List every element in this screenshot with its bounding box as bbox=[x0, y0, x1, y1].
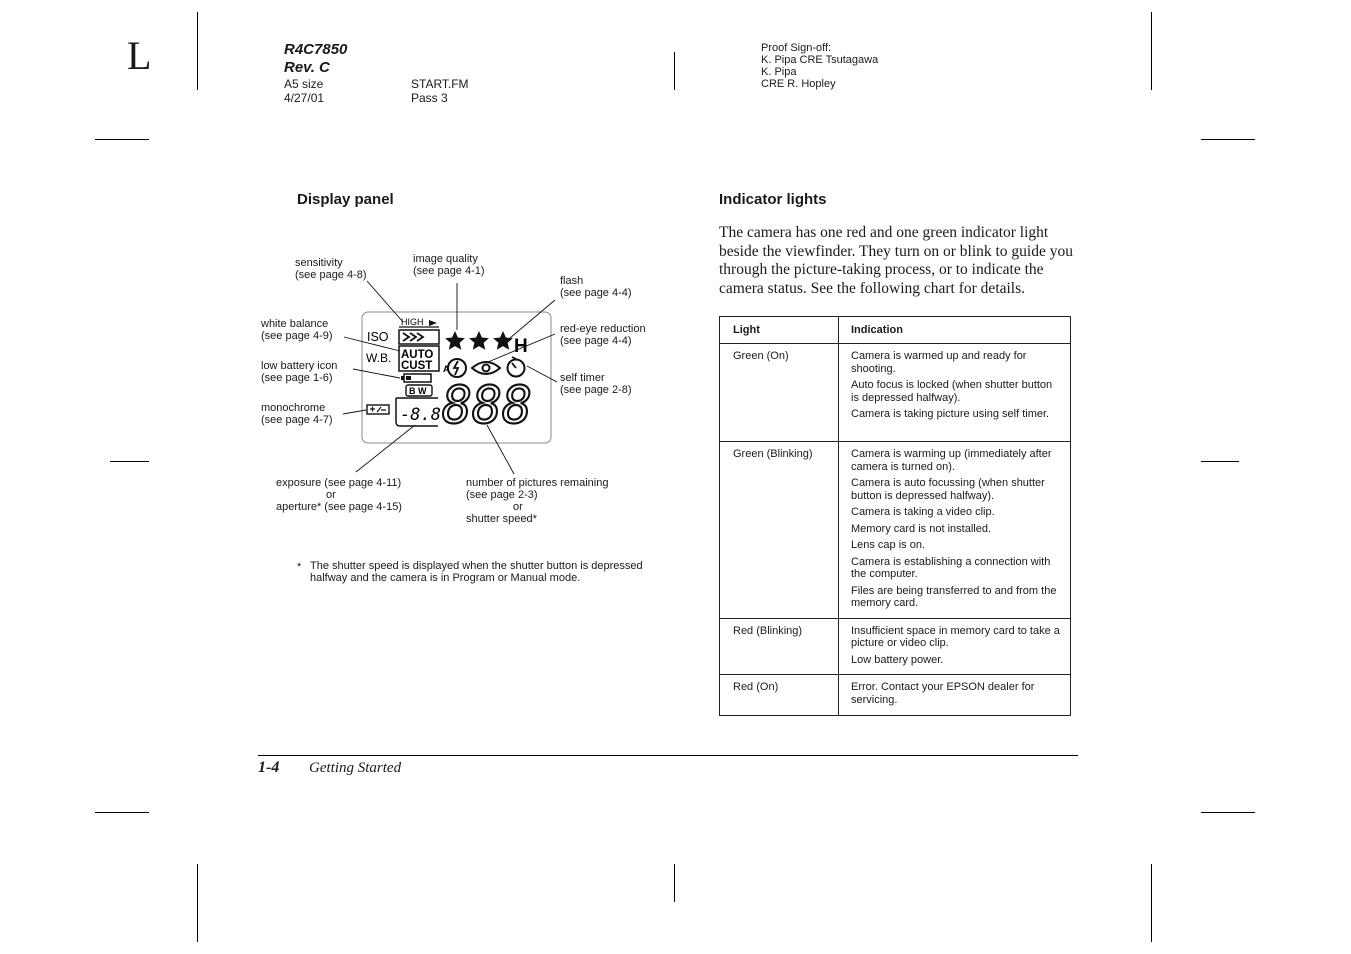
page-number: 1-4 bbox=[258, 759, 280, 776]
table-cell-light: Red (Blinking) bbox=[720, 618, 839, 675]
lcd-iso: ISO bbox=[367, 330, 389, 344]
crop-mark bbox=[674, 52, 675, 90]
crop-mark bbox=[1201, 139, 1255, 140]
label-white-balance: white balance (see page 4-9) bbox=[261, 318, 333, 342]
footer-section: Getting Started bbox=[309, 760, 402, 776]
indicator-table bbox=[719, 316, 1071, 716]
crop-mark bbox=[1151, 864, 1152, 942]
lcd-auto: AUTO bbox=[401, 349, 434, 361]
label-self-timer: self timer (see page 2-8) bbox=[560, 372, 632, 396]
label-flash: flash (see page 4-4) bbox=[560, 275, 632, 299]
crop-mark bbox=[197, 864, 198, 942]
crop-mark bbox=[95, 812, 149, 813]
doc-size: A5 size bbox=[284, 77, 324, 91]
lcd-star-2 bbox=[469, 331, 489, 350]
footnote: The shutter speed is displayed when the shutter button is depressed halfway and the camera is in Program or Manual mode. bbox=[310, 560, 643, 584]
proof-signoff: Proof Sign-off: K. Pipa CRE Tsutagawa K. Pipa CRE R. Hopley bbox=[761, 42, 879, 90]
indicator-heading: Indicator lights bbox=[719, 191, 827, 208]
lcd-h: H bbox=[514, 336, 528, 357]
table-cell-indication: Camera is warming up (immediately after camera is turned on). Camera is auto focussing (when shutter button is depressed halfway). Camera is taking a video clip. Memory card is not installed. Lens cap is on. Camera is establishing a connection with the computer. Files are being transferred to and from the memory card. bbox=[839, 442, 1071, 619]
crop-mark bbox=[95, 139, 149, 140]
doc-pass: Pass 3 bbox=[411, 91, 448, 105]
lcd-star-1 bbox=[445, 331, 465, 350]
table-cell-indication: Camera is warmed up and ready for shooting. Auto focus is locked (when shutter button is depressed halfway). Camera is taking picture using self timer. bbox=[839, 344, 1071, 442]
table-row bbox=[720, 675, 1071, 716]
doc-file: START.FM bbox=[411, 77, 469, 91]
table-cell-light: Red (On) bbox=[720, 675, 839, 716]
crop-mark bbox=[674, 864, 675, 902]
lcd-wb: W.B. bbox=[366, 351, 392, 365]
lcd-cust: CUST bbox=[401, 360, 433, 372]
footer-rule bbox=[258, 755, 1078, 756]
doc-code: R4C7850 bbox=[284, 41, 348, 58]
table-cell-light: Green (On) bbox=[720, 344, 839, 442]
table-row bbox=[720, 618, 1071, 675]
display-panel-heading: Display panel bbox=[297, 191, 394, 208]
indicator-intro: The camera has one red and one green indicator light beside the viewfinder. They turn on or blink to guide you through the picture-taking process, or to indicate the camera status. See the following chart for details. bbox=[719, 224, 1073, 297]
crop-mark bbox=[1201, 461, 1239, 462]
lcd-high-arrow bbox=[429, 320, 437, 326]
label-sensitivity: sensitivity (see page 4-8) bbox=[295, 257, 367, 281]
svg-text:B W: B W bbox=[409, 386, 427, 396]
lcd-small-digits: -8.8 bbox=[400, 405, 441, 425]
table-cell-indication: Insufficient space in memory card to take a picture or video clip. Low battery power. bbox=[839, 618, 1071, 675]
lcd-star-3 bbox=[493, 331, 513, 350]
table-header-light: Light bbox=[720, 317, 839, 344]
table-row bbox=[720, 442, 1071, 619]
svg-text:A: A bbox=[443, 364, 450, 374]
lcd-big-digits: 888 bbox=[442, 376, 532, 436]
lcd-quality-box bbox=[399, 330, 439, 344]
footnote-mark: * bbox=[297, 561, 302, 573]
crop-mark bbox=[110, 461, 149, 462]
crop-mark bbox=[1201, 812, 1255, 813]
lcd-high: HIGH bbox=[401, 317, 424, 327]
label-pictures-remaining: number of pictures remaining (see page 2-3) or shutter speed* bbox=[466, 477, 609, 525]
label-image-quality: image quality (see page 4-1) bbox=[413, 253, 485, 277]
table-header-indication: Indication bbox=[839, 317, 1071, 344]
doc-date: 4/27/01 bbox=[284, 91, 325, 105]
table-row bbox=[720, 344, 1071, 442]
label-red-eye: red-eye reduction (see page 4-4) bbox=[560, 323, 646, 347]
lcd-panel-diagram bbox=[250, 240, 670, 490]
table-cell-light: Green (Blinking) bbox=[720, 442, 839, 619]
label-exposure: exposure (see page 4-11) or aperture* (see page 4-15) bbox=[276, 477, 402, 513]
table-header-row bbox=[720, 317, 1071, 344]
crop-mark bbox=[1151, 12, 1152, 90]
doc-rev: Rev. C bbox=[284, 59, 330, 76]
corner-mark: L bbox=[127, 33, 152, 78]
table-cell-indication: Error. Contact your EPSON dealer for servicing. bbox=[839, 675, 1071, 716]
crop-mark bbox=[197, 12, 198, 90]
label-low-battery: low battery icon (see page 1-6) bbox=[261, 360, 338, 384]
label-monochrome: monochrome (see page 4-7) bbox=[261, 402, 333, 426]
